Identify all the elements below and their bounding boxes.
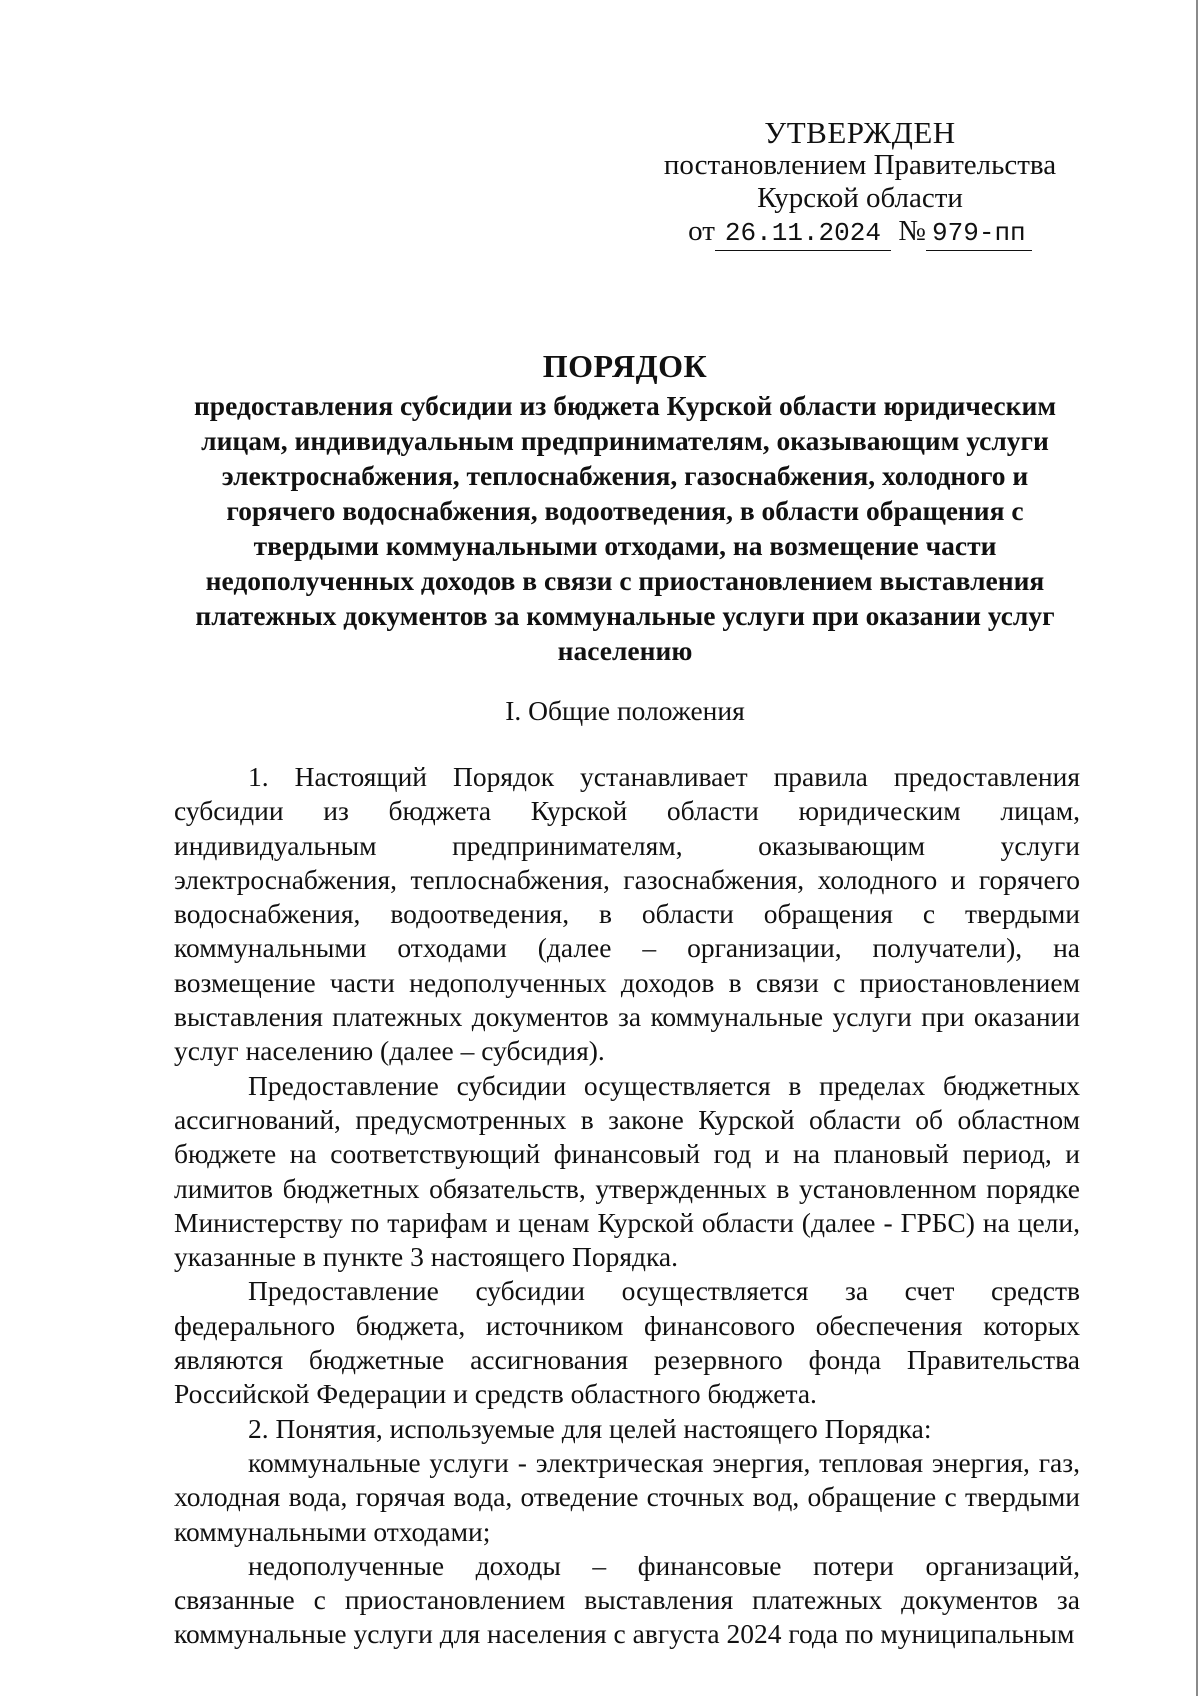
approval-date: 26.11.2024	[715, 217, 891, 251]
approval-line-2: Курской области	[757, 182, 963, 214]
section-body	[174, 760, 1080, 1652]
date-prefix: от	[688, 215, 715, 247]
approval-date-line	[640, 215, 1080, 251]
paragraph: 1. Настоящий Порядок устанавливает правила предоставления субсидии из бюджета Курской области юридическим лицам, индивидуальным предпринимателям, оказывающим услуги электроснабжения, теплоснабжения, газоснабжения, холодного и горячего водоснабжения, водоотведения, в области обращения с твердыми коммунальными отходами (далее – организации, получатели), на возмещение части недополученных доходов в связи с приостановлением выставления платежных документов за коммунальные услуги при оказании услуг населению (далее – субсидия).	[174, 761, 1080, 1067]
paragraph: недополученные доходы – финансовые потери организаций, связанные с приостановлением выставления платежных документов за коммунальные услуги для населения с августа 2024 года по муниципальным	[174, 1549, 1080, 1650]
number-prefix: №	[898, 215, 926, 247]
document-subtitle: предоставления субсидии из бюджета Курской области юридическим лицам, индивидуальным предпринимателям, оказывающим услуги электроснабжения, теплоснабжения, газоснабжения, холодного и горячего водоснабжения, водоотведения, в области обращения с твердыми коммунальными отходами, на возмещение части недополученных доходов в связи с приостановлением выставления платежных документов за коммунальные услуги при оказании услуг населению	[193, 390, 1057, 666]
paragraph: коммунальные услуги - электрическая энергия, тепловая энергия, газ, холодная вода, горячая вода, отведение сточных вод, обращение с твердыми коммунальными отходами;	[174, 1446, 1080, 1547]
document-title: ПОРЯДОК	[542, 348, 708, 384]
approval-block	[640, 116, 1080, 251]
scan-edge-line	[1196, 0, 1198, 1696]
approval-status: УТВЕРЖДЕН	[764, 115, 956, 150]
document-title-block	[172, 346, 1078, 668]
approval-number: 979-пп	[926, 217, 1032, 251]
paragraph: Предоставление субсидии осуществляется за счет средств федерального бюджета, источником финансового обеспечения которых являются бюджетные ассигнования резервного фонда Правительства Российской Федерации и средств областного бюджета.	[174, 1275, 1080, 1410]
paragraph: 2. Понятия, используемые для целей настоящего Порядка:	[248, 1412, 932, 1444]
approval-line-1: постановлением Правительства	[663, 149, 1057, 181]
section-heading: I. Общие положения	[505, 695, 745, 726]
paragraph: Предоставление субсидии осуществляется в пределах бюджетных ассигнований, предусмотренных в законе Курской области об областном бюджете на соответствующий финансовый год и на плановый период, и лимитов бюджетных обязательств, утвержденных в установленном порядке Министерству по тарифам и ценам Курской области (далее - ГРБС) на цели, указанные в пункте 3 настоящего Порядка.	[174, 1069, 1080, 1273]
